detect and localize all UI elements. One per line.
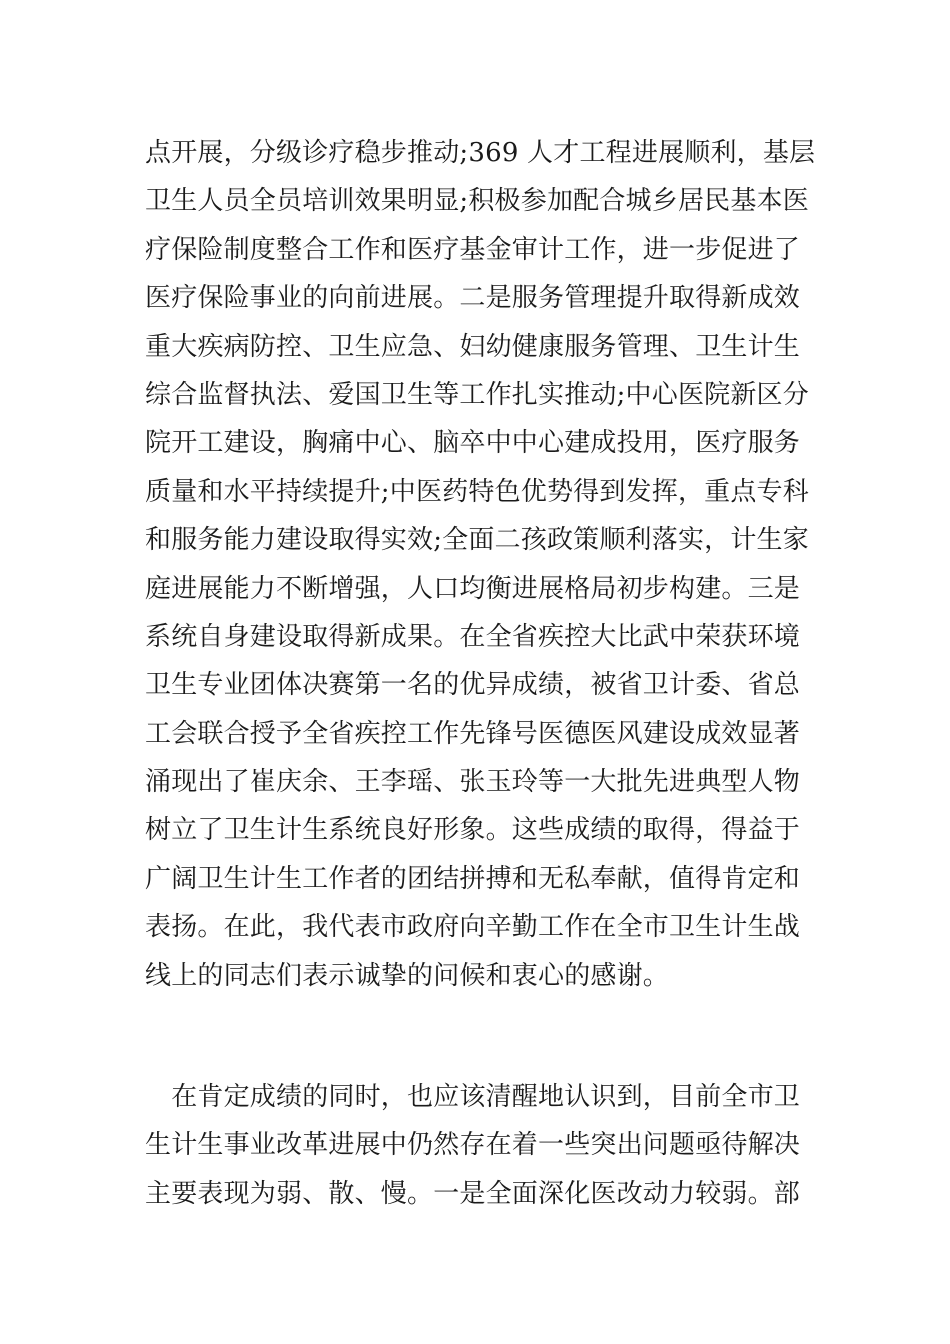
body-paragraph [145, 129, 825, 1000]
text-line: 庭进展能力不断增强，人口均衡进展格局初步构建。三是 [145, 573, 801, 604]
text-line: 和服务能力建设取得实效;全面二孩政策顺利落实，计生家 [145, 525, 809, 556]
text-line: 系统自身建设取得新成果。在全省疾控大比武中荣获环境 [145, 621, 801, 652]
text-line: 线上的同志们表示诚挚的问候和衷心的感谢。 [145, 960, 670, 991]
text-line: 生计生事业改革进展中仍然存在着一些突出问题亟待解决 [145, 1130, 801, 1161]
text-line: 主要表现为弱、散、慢。一是全面深化医改动力较弱。部 [145, 1178, 801, 1209]
text-line: 广阔卫生计生工作者的团结拼搏和无私奉献，值得肯定和 [145, 863, 801, 894]
text-line: 卫生人员全员培训效果明显;积极参加配合城乡居民基本医 [145, 186, 809, 217]
text-line: 疗保险制度整合工作和医疗基金审计工作，进一步促进了 [145, 234, 801, 265]
text-line: 涌现出了崔庆余、王李瑶、张玉玲等一大批先进典型人物 [145, 767, 801, 798]
text-line: 质量和水平持续提升;中医药特色优势得到发挥，重点专科 [145, 476, 809, 507]
text-line: 工会联合授予全省疾控工作先锋号医德医风建设成效显著 [145, 718, 801, 749]
text-line: 在肯定成绩的同时，也应该清醒地认识到，目前全市卫 [145, 1082, 801, 1112]
text-line: 表扬。在此，我代表市政府向辛勤工作在全市卫生计生战 [145, 912, 801, 943]
text-line: 卫生专业团体决赛第一名的优异成绩，被省卫计委、省总 [145, 670, 801, 701]
text-line: 树立了卫生计生系统良好形象。这些成绩的取得，得益于 [145, 815, 801, 846]
text-line: 医疗保险事业的向前进展。二是服务管理提升取得新成效 [145, 283, 801, 314]
text-line: 院开工建设，胸痛中心、脑卒中中心建成投用，医疗服务 [145, 428, 801, 459]
text-line: 综合监督执法、爱国卫生等工作扎实推动;中心医院新区分 [145, 379, 809, 410]
text-line: 点开展，分级诊疗稳步推动;369 人才工程进展顺利，基层 [145, 138, 816, 168]
text-line: 重大疾病防控、卫生应急、妇幼健康服务管理、卫生计生 [145, 331, 801, 362]
body-paragraph [145, 1073, 825, 1218]
